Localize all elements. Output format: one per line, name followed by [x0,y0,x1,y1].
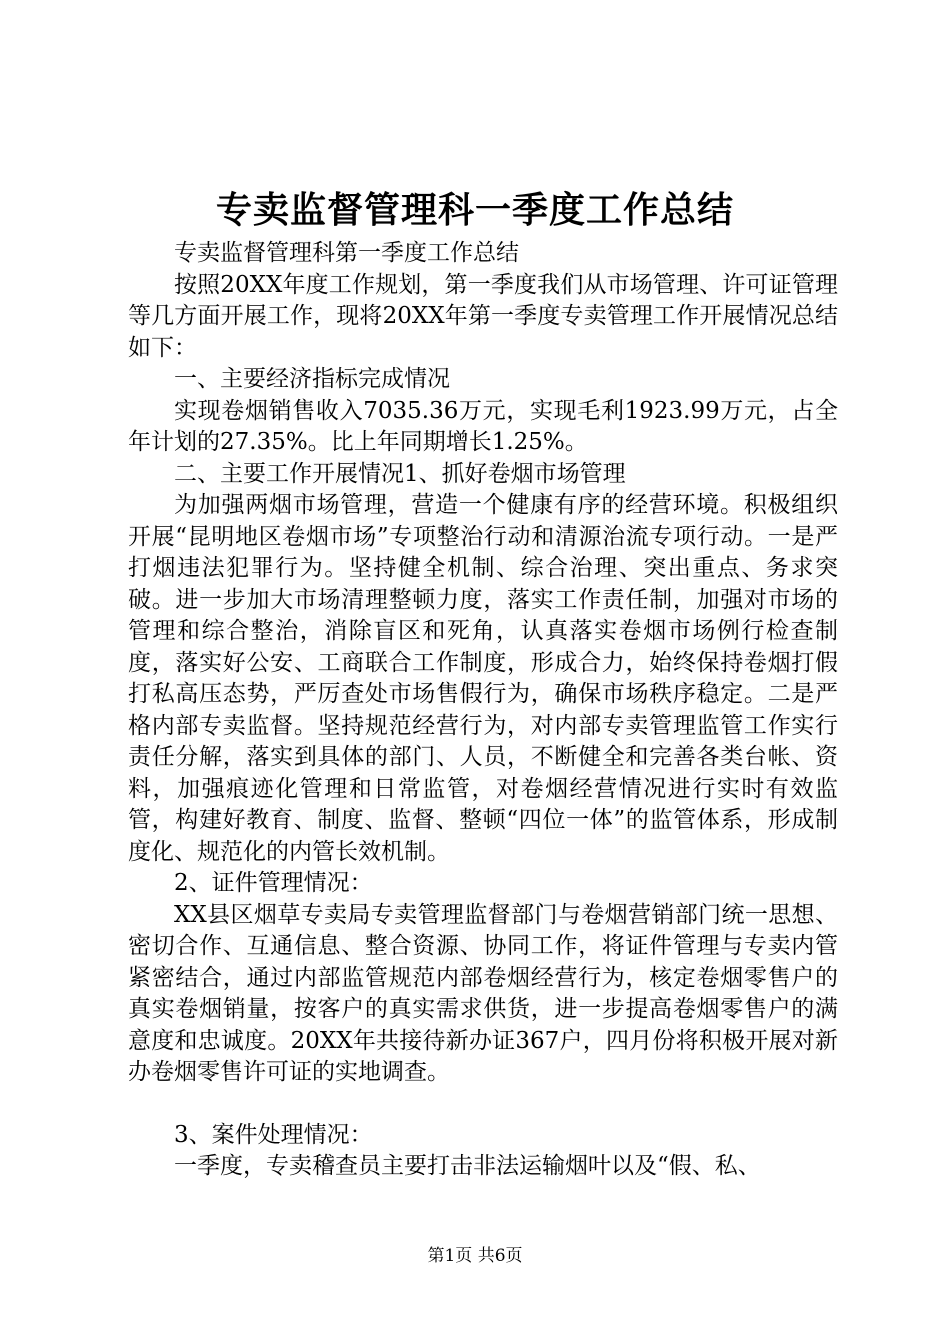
paragraph-market-management: 为加强两烟市场管理，营造一个健康有序的经营环境。积极组织开展“昆明地区卷烟市场”专项整治行动和清源治流专项行动。一是严打烟违法犯罪行为。坚持健全机制、综合治理、突出重点、务求突破。进一步加大市场清理整顿力度，落实工作责任制，加强对市场的管理和综合整治，消除盲区和死角，认真落实卷烟市场例行检查制度，落实好公安、工商联合工作制度，形成合力，始终保持卷烟打假打私高压态势，严厉查处市场售假行为，确保市场秩序稳定。二是严格内部专卖监督。坚持规范经营行为，对内部专卖管理监管工作实行责任分解，落实到具体的部门、人员，不断健全和完善各类台帐、资料，加强痕迹化管理和日常监管，对卷烟经营情况进行实时有效监管，构建好教育、制度、监督、整顿“四位一体”的监管体系，形成制度化、规范化的内管长效机制。 [128,492,838,865]
paragraph-subtitle: 专卖监督管理科第一季度工作总结 [174,240,519,266]
document-body [128,238,838,1183]
page-number-footer: 第1页 共6页 [427,1246,523,1266]
section-heading-case-handling: 3、案件处理情况： [174,1121,373,1148]
paragraph-case-handling: 一季度，专卖稽查员主要打击非法运输烟叶以及“假、私、 [174,1153,761,1179]
section-heading-economic-indicators: 一、主要经济指标完成情况 [174,366,450,392]
document-title: 专卖监督管理科一季度工作总结 [215,189,734,231]
section-heading-license-management: 2、证件管理情况： [174,870,373,896]
paragraph-intro: 按照20XX年度工作规划，第一季度我们从市场管理、许可证管理等几方面开展工作，现将20XX年第一季度专卖管理工作开展情况总结如下： [128,271,838,361]
section-heading-work-progress: 二、主要工作开展情况1、抓好卷烟市场管理 [174,460,626,487]
paragraph-economic-indicators: 实现卷烟销售收入7035.36万元，实现毛利1923.99万元，占全年计划的27.35%。比上年同期增长1.25%。 [128,397,838,455]
paragraph-license-management: XX县区烟草专卖局专卖管理监督部门与卷烟营销部门统一思想、密切合作、互通信息、整合资源、协同工作，将证件管理与专卖内管紧密结合，通过内部监管规范内部卷烟经营行为，核定卷烟零售户的真实卷烟销量，按客户的真实需求供货，进一步提高卷烟零售户的满意度和忠诚度。20XX年共接待新办证367户，四月份将积极开展对新办卷烟零售许可证的实地调查。 [128,901,838,1085]
